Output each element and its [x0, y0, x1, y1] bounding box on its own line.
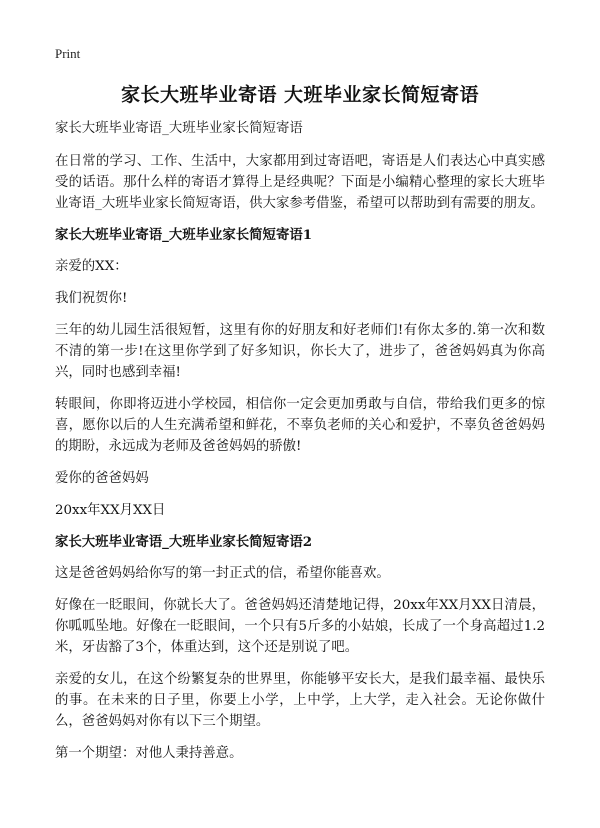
- document-subtitle: 家长大班毕业寄语_大班毕业家长简短寄语: [55, 121, 303, 136]
- intro-paragraph: 在日常的学习、工作、生活中，大家都用到过寄语吧，寄语是人们表达心中真实感受的话语。那什么样的寄语才算得上是经典呢？下面是小编精心整理的家长大班毕业寄语_大班毕业家长简短寄语，供大家参考借鉴，希望可以帮助到有需要的朋友。: [55, 154, 545, 211]
- section-1-heading: 家长大班毕业寄语_大班毕业家长简短寄语1: [55, 227, 313, 243]
- section-1-paragraph: 三年的幼儿园生活很短暂，这里有你的好朋友和好老师们!有你太多的.第一次和数不清的第一步!在这里你学到了好多知识，你长大了，进步了，爸爸妈妈真为你高兴，同时也感到幸福!: [55, 323, 545, 380]
- section-1-paragraph: 转眼间，你即将迈进小学校园，相信你一定会更加勇敢与自信，带给我们更多的惊喜，愿你以后的人生充满希望和鲜花，不辜负老师的关心和爱护，不辜负爸爸妈妈的期盼，永远成为老师及爸爸妈妈的骄傲!: [55, 397, 545, 454]
- section-1-greeting: 亲爱的XX：: [55, 259, 128, 274]
- section-2-heading: 家长大班毕业寄语_大班毕业家长简短寄语2: [55, 534, 313, 550]
- section-2-paragraph: 亲爱的女儿，在这个纷繁复杂的世界里，你能够平安长大，是我们最幸福、最快乐的事。在未来的日子里，你要上小学，上中学，上大学，走入社会。无论你做什么，爸爸妈妈对你有以下三个期望。: [55, 672, 545, 729]
- section-2-paragraph: 第一个期望：对他人秉持善意。: [55, 746, 243, 761]
- section-2-paragraph: 这是爸爸妈妈给你写的第一封正式的信，希望你能喜欢。: [55, 566, 390, 581]
- document-title: 家长大班毕业寄语 大班毕业家长简短寄语: [120, 84, 480, 106]
- section-2-paragraph: 好像在一眨眼间，你就长大了。爸爸妈妈还清楚地记得，20xx年XX月XX日清晨，你呱呱坠地。好像在一眨眼间，一个只有5斤多的小姑娘，长成了一个身高超过1.2米，牙齿豁了3个，体重达到，这个还是别说了吧。: [55, 598, 545, 655]
- document-body: [55, 118, 545, 775]
- section-1-paragraph: 我们祝贺你!: [55, 291, 128, 306]
- section-1-date: 20xx年XX月XX日: [55, 503, 166, 518]
- section-1-signoff: 爱你的爸爸妈妈: [55, 471, 149, 486]
- print-link[interactable]: Print: [55, 46, 81, 61]
